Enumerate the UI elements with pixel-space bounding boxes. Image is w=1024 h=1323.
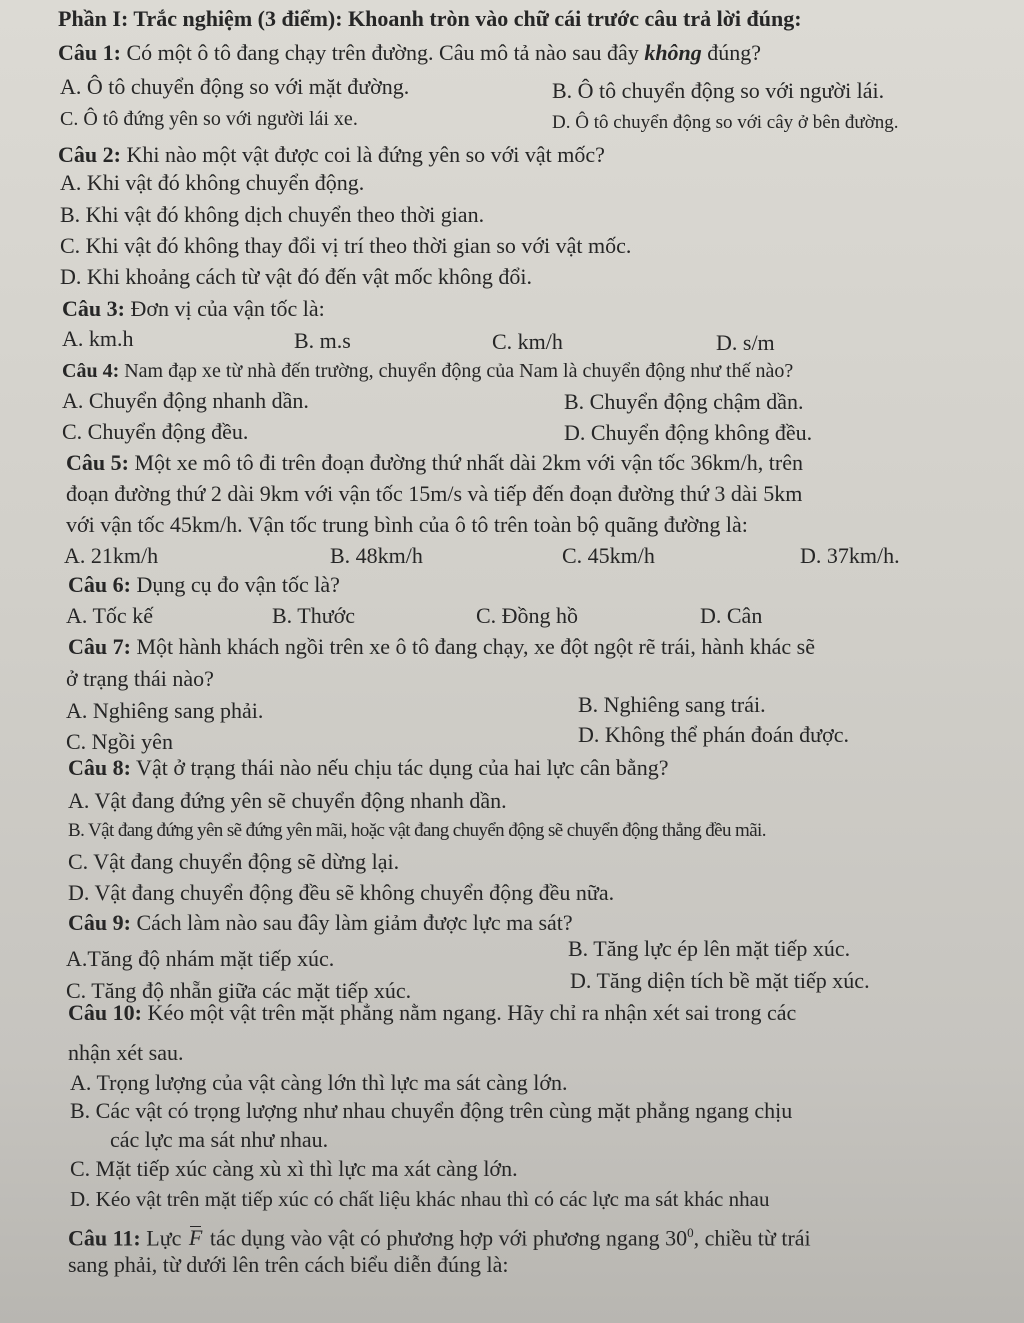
question-4-option-a: A. Chuyển động nhanh dần. — [62, 388, 309, 413]
question-3-option-d: D. s/m — [716, 330, 775, 355]
question-6-option-c: C. Đồng hồ — [476, 603, 579, 628]
question-11-text-a: Lực — [140, 1225, 187, 1251]
question-7-text-line1: Một hành khách ngồi trên xe ô tô đang chạy, xe đột ngột rẽ trái, hành khác sẽ — [130, 634, 815, 659]
question-3 — [62, 296, 325, 322]
question-5-text-line1: Một xe mô tô đi trên đoạn đường thứ nhất dài 2km với vận tốc 36km/h, trên — [128, 450, 803, 475]
question-7-text-line2: ở trạng thái nào? — [66, 666, 214, 691]
question-4-option-d: D. Chuyển động không đều. — [564, 420, 813, 445]
question-8-option-c: C. Vật đang chuyển động sẽ dừng lại. — [68, 849, 400, 874]
question-6-text: Dụng cụ đo vận tốc là? — [130, 572, 340, 597]
question-11-text-line2: sang phải, từ dưới lên trên cách biểu diễn đúng là: — [68, 1252, 509, 1277]
question-5-text-line2: đoạn đường thứ 2 dài 9km với vận tốc 15m/s và tiếp đến đoạn đường thứ 3 dài 5km — [66, 481, 803, 506]
question-8-text: Vật ở trạng thái nào nếu chịu tác dụng của hai lực cân bằng? — [130, 755, 669, 780]
question-7-option-c: C. Ngồi yên — [66, 729, 173, 754]
section-header — [58, 6, 802, 32]
question-10-text-line2: nhận xét sau. — [68, 1040, 184, 1065]
question-2-label: Câu 2: — [58, 142, 121, 167]
question-8-option-d: D. Vật đang chuyển động đều sẽ không chuyển động đều nữa. — [68, 880, 615, 905]
question-6-option-b: B. Thước — [272, 603, 356, 628]
question-8-option-b: B. Vật đang đứng yên sẽ đứng yên mãi, hoặc vật đang chuyển động sẽ chuyển động thẳng đều mãi. — [68, 820, 766, 841]
question-5-text-line3: với vận tốc 45km/h. Vận tốc trung bình của ô tô trên toàn bộ quãng đường là: — [66, 512, 748, 537]
question-10-option-b-cont: các lực ma sát như nhau. — [110, 1127, 329, 1152]
question-9-label: Câu 9: — [68, 910, 131, 935]
question-11-label: Câu 11: — [68, 1225, 141, 1251]
question-10-option-c: C. Mặt tiếp xúc càng xù xì thì lực ma xát càng lớn. — [70, 1156, 518, 1181]
question-9-text: Cách làm nào sau đây làm giảm được lực ma sát? — [130, 910, 573, 935]
question-3-option-a: A. km.h — [62, 326, 134, 351]
question-8-option-a: A. Vật đang đứng yên sẽ chuyển động nhanh dần. — [68, 788, 507, 813]
question-8 — [68, 755, 668, 781]
question-3-label: Câu 3: — [62, 296, 125, 321]
question-1 — [58, 40, 761, 66]
question-6-option-d: D. Cân — [700, 603, 763, 628]
question-8-label: Câu 8: — [68, 755, 131, 780]
question-1-emphasis: không — [644, 40, 702, 65]
question-2-text: Khi nào một vật được coi là đứng yên so với vật mốc? — [120, 142, 605, 167]
question-10-label: Câu 10: — [68, 1000, 142, 1025]
question-11-text-c: , chiều từ trái — [693, 1225, 811, 1251]
question-4-text: Nam đạp xe từ nhà đến trường, chuyển động của Nam là chuyển động như thế nào? — [119, 360, 794, 382]
question-7-label: Câu 7: — [68, 634, 131, 659]
question-10-text-line1: Kéo một vật trên mặt phẳng nằm ngang. Hãy chỉ ra nhận xét sai trong các — [141, 1000, 797, 1025]
question-5-label: Câu 5: — [66, 450, 129, 475]
question-10-option-b: B. Các vật có trọng lượng như nhau chuyển động trên cùng mặt phẳng ngang chịu — [70, 1098, 793, 1123]
question-5-option-b: B. 48km/h — [330, 543, 423, 568]
question-6-label: Câu 6: — [68, 572, 131, 597]
question-1-option-a: A. Ô tô chuyển động so với mặt đường. — [60, 74, 410, 99]
question-11-text-b: tác dụng vào vật có phương hợp với phương ngang 30 — [204, 1225, 688, 1251]
question-4-option-c: C. Chuyển động đều. — [62, 419, 249, 444]
question-9-option-c: C. Tăng độ nhẵn giữa các mặt tiếp xúc. — [66, 978, 412, 1003]
question-7-option-b: B. Nghiêng sang trái. — [578, 692, 766, 717]
question-4-label: Câu 4: — [62, 360, 120, 382]
question-4 — [62, 358, 793, 384]
question-5-option-d: D. 37km/h. — [800, 543, 900, 568]
question-9 — [68, 910, 573, 936]
question-2 — [58, 142, 605, 168]
question-7-option-a: A. Nghiêng sang phải. — [66, 698, 264, 723]
question-5 — [66, 450, 803, 476]
question-6 — [68, 572, 340, 598]
question-10-option-a: A. Trọng lượng của vật càng lớn thì lực ma sát càng lớn. — [70, 1070, 568, 1095]
question-1-text-end: đúng? — [701, 40, 762, 65]
question-3-text: Đơn vị của vận tốc là: — [124, 296, 325, 321]
section-header-text: Phần I: Trắc nghiệm (3 điểm): Khoanh tròn vào chữ cái trước câu trả lời đúng: — [58, 6, 802, 31]
question-7 — [68, 634, 815, 660]
question-9-option-a: A.Tăng độ nhám mặt tiếp xúc. — [66, 946, 335, 971]
question-1-label: Câu 1: — [58, 40, 121, 65]
question-9-option-d: D. Tăng diện tích bề mặt tiếp xúc. — [570, 968, 870, 993]
question-10 — [68, 1000, 796, 1026]
degree-superscript: 0 — [687, 1225, 694, 1240]
question-5-option-c: C. 45km/h — [562, 543, 655, 568]
question-7-option-d: D. Không thể phán đoán được. — [578, 722, 850, 747]
question-2-option-a: A. Khi vật đó không chuyển động. — [60, 170, 365, 195]
question-2-option-b: B. Khi vật đó không dịch chuyển theo thời gian. — [60, 202, 485, 227]
question-3-option-b: B. m.s — [294, 328, 351, 353]
question-4-option-b: B. Chuyển động chậm dần. — [564, 389, 804, 414]
question-2-option-c: C. Khi vật đó không thay đổi vị trí theo thời gian so với vật mốc. — [60, 233, 632, 258]
question-9-option-b: B. Tăng lực ép lên mặt tiếp xúc. — [568, 936, 851, 961]
question-11 — [68, 1220, 811, 1251]
question-3-option-c: C. km/h — [492, 329, 563, 354]
question-1-option-d: D. Ô tô chuyển động so với cây ở bên đường. — [552, 112, 899, 133]
question-1-option-c: C. Ô tô đứng yên so với người lái xe. — [60, 108, 358, 130]
question-1-option-b: B. Ô tô chuyển động so với người lái. — [552, 78, 885, 103]
force-vector-symbol: F — [188, 1225, 203, 1251]
question-6-option-a: A. Tốc kế — [66, 603, 153, 628]
question-5-option-a: A. 21km/h — [64, 543, 159, 568]
question-1-text: Có một ô tô đang chạy trên đường. Câu mô tả nào sau đây — [120, 40, 645, 65]
question-10-option-d: D. Kéo vật trên mặt tiếp xúc có chất liệu khác nhau thì có các lực ma sát khác nhau — [70, 1187, 770, 1211]
question-2-option-d: D. Khi khoảng cách từ vật đó đến vật mốc không đổi. — [60, 264, 532, 289]
